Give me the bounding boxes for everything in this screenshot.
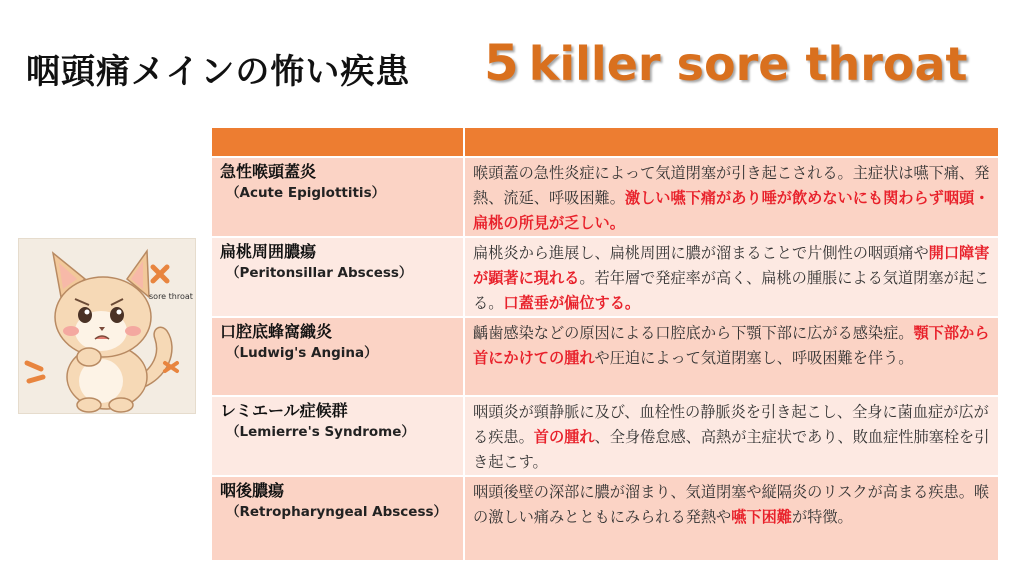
disease-description-cell — [464, 317, 998, 396]
table-row — [212, 396, 998, 476]
disease-description — [465, 397, 998, 475]
disease-description-cell — [464, 237, 998, 317]
disease-name-jp: 咽後膿瘍 — [220, 481, 285, 500]
disease-name-jp: 口腔底蜂窩織炎 — [220, 322, 333, 341]
description-text: 。若年層で発症率が高く、扁桃の腫脹による気道閉塞が起こる。 — [473, 269, 990, 312]
disease-name-en: （Acute Epiglottitis） — [226, 185, 386, 201]
disease-name-jp: 急性喉頭蓋炎 — [220, 162, 317, 181]
table-row — [212, 157, 998, 237]
disease-name-cell — [212, 317, 464, 396]
title-en-text: killer sore throat — [528, 37, 968, 91]
disease-name-en: （Retropharyngeal Abscess） — [226, 504, 448, 520]
description-text: 扁桃炎から進展し、扁桃周囲に膿が溜まることで片側性の咽頭痛や — [473, 244, 929, 262]
slide-title-jp: 咽頭痛メインの怖い疾患 — [26, 52, 411, 92]
description-text: 咽頭炎が頸静脈に及び、血栓性の静脈炎を引き起こし、全身に菌血症が広がる疾患。 — [473, 403, 989, 446]
disease-description-cell — [464, 396, 998, 476]
disease-name-en: （Ludwig's Angina） — [226, 345, 378, 361]
description-highlight: 嚥下困難 — [731, 508, 792, 526]
table-header-cell — [464, 128, 998, 157]
disease-description — [465, 238, 998, 316]
disease-name-cell — [212, 476, 464, 560]
disease-name-en: （Lemierre's Syndrome） — [226, 424, 415, 440]
disease-table — [212, 128, 998, 560]
description-highlight: 首の腫れ — [533, 428, 595, 446]
description-text: や圧迫によって気道閉塞し、呼吸困難を伴う。 — [594, 349, 914, 367]
sore-throat-cat-illustration — [18, 238, 196, 414]
disease-description-cell — [464, 476, 998, 560]
description-text: が特徴。 — [791, 508, 853, 526]
description-text: 喉頭蓋の急性炎症によって気道閉塞が引き起こされる。主症状は嚥下痛、発熱、流延、呼吸困難。 — [473, 164, 990, 207]
table-row — [212, 237, 998, 317]
description-highlight: 開口障害が顕著に現れる — [473, 244, 990, 287]
table-row — [212, 317, 998, 396]
description-highlight: 激しい嚥下痛があり唾が飲めないにも関わらず咽頭・扁桃の所見が乏しい — [473, 189, 990, 232]
description-text: 齲歯感染などの原因による口腔底から下顎下部に広がる感染症。 — [473, 324, 914, 342]
disease-name-cell — [212, 396, 464, 476]
description-highlight: 顎下部から首にかけての腫れ — [473, 324, 990, 367]
disease-name-jp: 扁桃周囲膿瘍 — [220, 242, 317, 261]
description-text: 。 — [609, 214, 625, 232]
disease-description — [465, 158, 998, 236]
disease-name-cell — [212, 237, 464, 317]
disease-description-cell — [464, 157, 998, 237]
disease-description — [465, 477, 998, 530]
disease-name-cell — [212, 157, 464, 237]
table-header-cell — [212, 128, 464, 157]
description-highlight: 口蓋垂が偏位する。 — [503, 294, 641, 312]
title-number: 5 — [484, 34, 519, 92]
slide-title-en — [484, 34, 968, 92]
cat-icon — [19, 239, 197, 415]
table-row — [212, 476, 998, 560]
description-text: 、全身倦怠感、高熱が主症状であり、敗血症性肺塞栓を引き起こす。 — [473, 428, 990, 471]
illustration-label: sore throat — [149, 292, 193, 301]
table-header-row — [212, 128, 998, 157]
description-text: 咽頭後壁の深部に膿が溜まり、気道閉塞や縦隔炎のリスクが高まる疾患。喉の激しい痛みとともにみられる発熱や — [473, 483, 990, 526]
disease-name-jp: レミエール症候群 — [220, 401, 348, 420]
disease-description — [465, 318, 998, 371]
disease-name-en: （Peritonsillar Abscess） — [226, 265, 413, 281]
